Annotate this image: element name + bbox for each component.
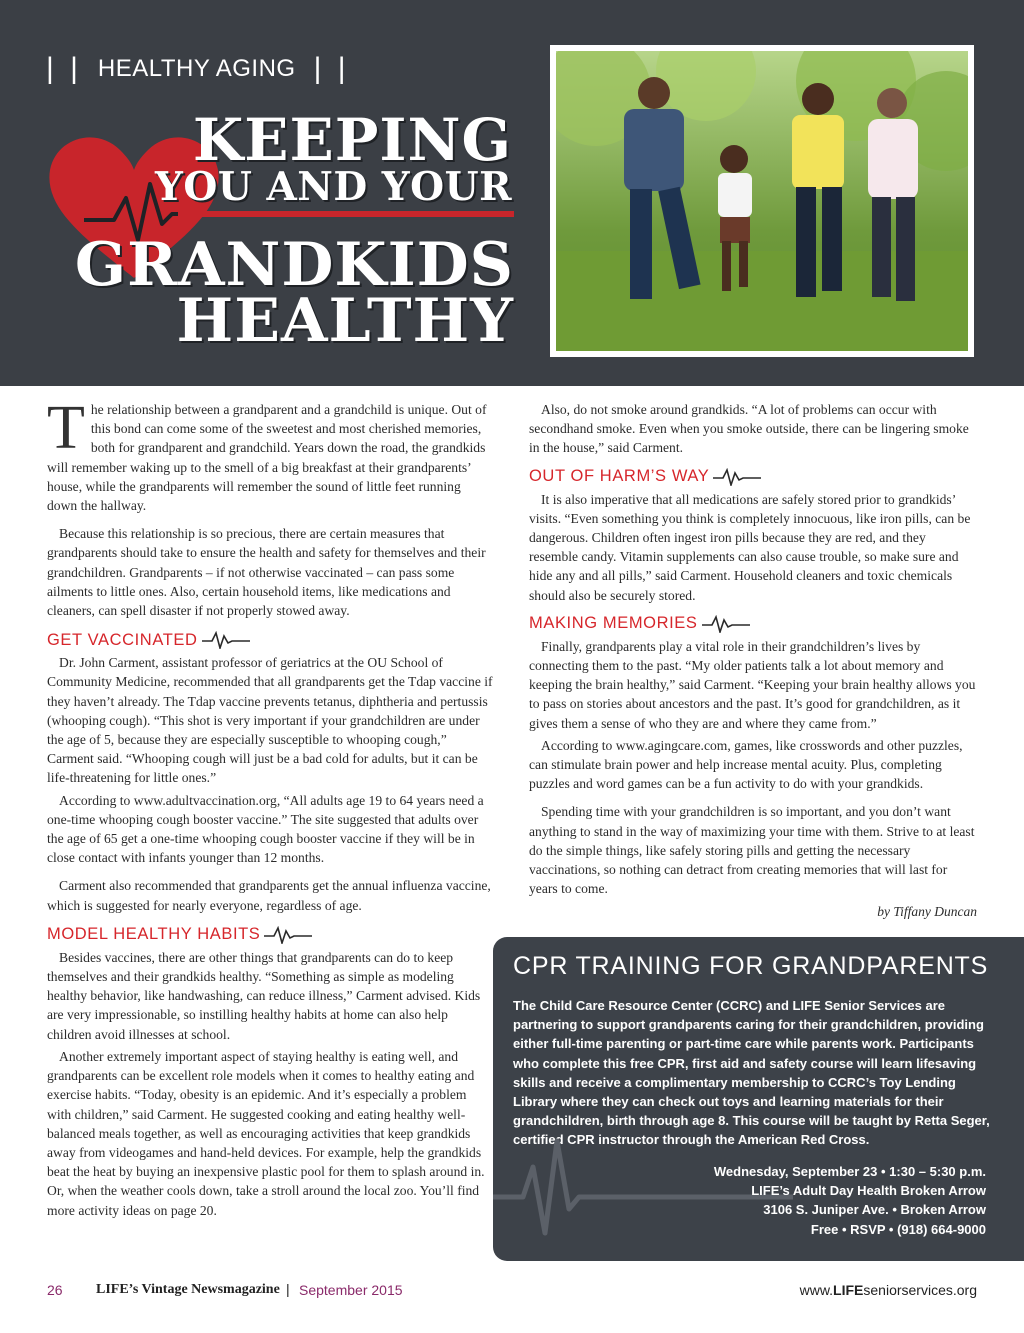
- cpr-training-box: [493, 937, 1024, 1261]
- headline-line-3: GRANDKIDS: [74, 230, 514, 300]
- cpr-date-time: Wednesday, September 23 • 1:30 – 5:30 p.m.: [713, 1164, 986, 1179]
- footer-separator: |: [286, 1281, 290, 1297]
- heartbeat-icon: [202, 631, 250, 649]
- memories-paragraph-3: Spending time with your grandchildren is so important, and you don’t want anything to stand in the way of maximizing your time with them. Strive to at least do the simple things, like safely storing pills and getting the necessary vaccinations, so nothing can detract from creating memories that will last for years to come.: [529, 804, 975, 897]
- drop-cap: T: [47, 394, 85, 462]
- magazine-name: LIFE’s Vintage Newsmagazine: [96, 1282, 280, 1297]
- cpr-location: LIFE’s Adult Day Health Broken Arrow: [751, 1183, 986, 1199]
- vaccinated-paragraph-3: Carment also recommended that grandparents get the annual influenza vaccine, which is suggested for nearly everyone, regardless of age.: [47, 878, 491, 913]
- habits-paragraph-1: Besides vaccines, there are other things that grandparents can do to keep themselves and their grandkids healthy. “Something as simple as modeling healthy behavior, like handwashing, can reduce illness,” Carment advised. Kids are very impressionable, so instilling healthy habits at home can also help children avoid illnesses at school.: [47, 949, 481, 1042]
- family-running-photo: [550, 45, 974, 357]
- cpr-rsvp: Free • RSVP • (918) 664-9000: [810, 1221, 986, 1237]
- memories-paragraph-1: Finally, grandparents play a vital role in their grandchildren’s lives by connecting them to the past. “My older patients talk a lot about memory and keeping the brain healthy,” said Carment. “Keeping your brain healthy allows you to pass on stories about ancestors and the past. It’s good for grandchildren, as it gives them a sense of who they are and where they came from.”: [529, 638, 976, 731]
- heartbeat-icon: [702, 615, 750, 633]
- section-label-text: HEALTHY AGING: [97, 55, 296, 82]
- issue-date: September 2015: [299, 1282, 403, 1298]
- harm-paragraph: It is also imperative that all medications are safely stored prior to grandkids’ visits. “Even something you think is completely innocuous, like iron pills, can be dangerous. Children often ingest iron pills because they are red, and they resemble candy. Vitamin supplements can also cause trouble, so make sure and hide any and all pills,” said Carment. Household cleaners and toxic chemicals should also be securely stored.: [529, 491, 971, 603]
- cpr-title: CPR TRAINING FOR GRANDPARENTS: [513, 952, 989, 980]
- vaccinated-paragraph-1: Dr. John Carment, assistant professor of geriatrics at the OU School of Community Medicine, recommended that all grandparents get the Tdap vaccine if they haven’t already. The Tdap vaccine prevents tetanus, diphtheria and pertussis (whooping cough). “This shot is very important if your grandchildren are under the age of 5, because they are especially susceptible to whooping cough,” Carment said. “Whooping cough will just be a bad cold for adults, but it can be life-threatening for little ones.”: [47, 655, 493, 786]
- page-number: 26: [47, 1282, 63, 1298]
- heading-get-vaccinated-text: GET VACCINATED: [47, 630, 198, 649]
- website-prefix: www.: [799, 1282, 834, 1298]
- byline: by Tiffany Duncan: [877, 904, 977, 920]
- website-suffix: seniorservices.org: [863, 1282, 977, 1298]
- habits-paragraph-2: Another extremely important aspect of staying healthy is eating well, and grandparents can be excellent role models when it comes to healthy eating and exercise habits. “Today, obesity is an epidemic. And it’s especially a problem with children,” said Carment. He suggested cooking and eating healthy well-balanced meals together, as well as encouraging activities that keep grandkids away from videogames and hand-held devices. For example, help the grandkids beat the heat by buying an inexpensive plastic pool for them to splash around in. Or, when the weather cools down, take a stroll around the local zoo. You’ll find more activity ideas on page 20.: [47, 1048, 485, 1218]
- section-bars-left: | |: [46, 52, 82, 85]
- headline-line-1: KEEPING: [192, 106, 512, 174]
- section-bars-right: | |: [313, 52, 350, 85]
- headline-line-2: YOU AND YOUR: [155, 164, 512, 210]
- smoke-paragraph: Also, do not smoke around grandkids. “A lot of problems can occur with secondhand smoke. Even when you smoke outside, there can be lingering smoke in the house,” said Carment.: [529, 402, 969, 456]
- article-right-column: [529, 400, 977, 922]
- heartbeat-icon: [264, 926, 312, 944]
- memories-paragraph-2: According to www.agingcare.com, games, like crosswords and other puzzles, can stimulate brain power and help increase mental acuity. Plus, completing puzzles and word games can be a fun activity to do with your grandkids.: [529, 737, 963, 792]
- cpr-event-details: [714, 1162, 986, 1239]
- intro-paragraph-1-text: he relationship between a grandparent and a grandchild is unique. Out of this bond can come some of the sweetest and most cherished memories, both for grandparent and grandchild. Years down the road, the grandkids will remember waking up to the smell of a big breakfast at their grandparents’ house, while the grandparents will remember the sound of little feet running down the hallway.: [47, 402, 487, 514]
- heading-making-memories: [529, 613, 977, 635]
- article-left-column: [47, 394, 493, 1229]
- heading-out-of-harms-way: [529, 466, 977, 488]
- intro-paragraph-1: [47, 394, 493, 515]
- cpr-address: 3106 S. Juniper Ave. • Broken Arrow: [763, 1202, 986, 1218]
- heading-making-memories-text: MAKING MEMORIES: [529, 614, 698, 633]
- cpr-body: The Child Care Resource Center (CCRC) and LIFE Senior Services are partnering to support grandparents caring for their grandchildren, providing either full-time parenting or part-time care while parents work. Participants who complete this free CPR, first aid and safety course will learn lifesaving skills and receive a complimentary membership to CCRC’s Toy Lending Library where they can check out toys and learning materials for their grandchildren, birth through age 8. This course will be taught by Retta Seger, certified CPR instructor through the American Red Cross.: [513, 998, 990, 1148]
- vaccinated-paragraph-2: According to www.adultvaccination.org, “All adults age 19 to 64 years need a one-time whooping cough booster vaccine.” The site suggested that adults over the age of 65 get a one-time whooping cough booster vaccine if they will be in close contact with infants younger than 12 months.: [47, 792, 484, 866]
- heartbeat-icon: [713, 468, 761, 486]
- heading-model-healthy-habits-text: MODEL HEALTHY HABITS: [47, 925, 261, 944]
- website-link[interactable]: [800, 1282, 977, 1298]
- page-footer: [0, 1282, 1024, 1304]
- section-label: [46, 50, 350, 88]
- headline-line-4: HEALTHY: [176, 286, 514, 356]
- heading-model-healthy-habits: [47, 924, 493, 946]
- intro-paragraph-2: Because this relationship is so precious, there are certain measures that grandparents should take to ensure the health and safety for themselves and their grandchildren. Grandparents – if not otherwise vaccinated – can pass some ailments to little ones. Also, certain household items, like medications and cleaners, can spell disaster if not properly stowed away.: [47, 526, 486, 619]
- website-bold: LIFE: [833, 1282, 864, 1298]
- header-band: [0, 0, 1024, 386]
- heading-out-of-harms-way-text: OUT OF HARM’S WAY: [529, 467, 710, 485]
- heading-get-vaccinated: [47, 629, 493, 651]
